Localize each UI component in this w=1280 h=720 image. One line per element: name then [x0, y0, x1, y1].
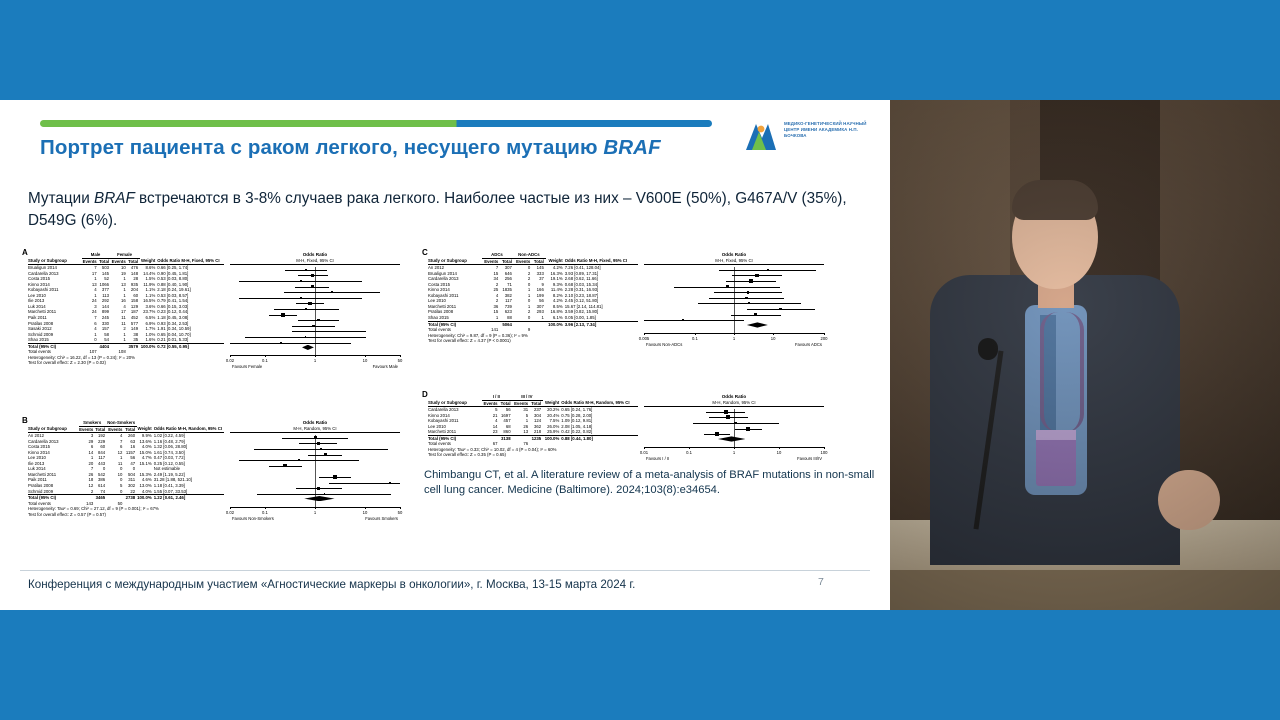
slide-accent-rule	[40, 120, 712, 127]
page-title-gene: BRAF	[603, 136, 661, 159]
table-row: Cardarella 2013 34 256 2 37 19.1% 2.68 [0.62, 11.66]	[428, 276, 598, 282]
table-row: Marchetti 2011 23 860 13 218 25.9% 0.42 [0.22, 0.82]	[428, 429, 593, 435]
table-row: Cardarella 2013 17 145 19 148 14.4% 0.90 [0.45, 1.81]	[28, 270, 189, 276]
table-row: Shao 2015 0 54 1 35 1.6% 0.21 [0.01, 5.33]	[28, 337, 189, 343]
table-row: Kobayashi 2011 4 382 1 199 8.2% 2.10 [0.23, 18.87]	[428, 292, 599, 298]
forest-table: ADCs Non-ADCs Study or Subgroup Events Total Events Total Weight Odds Ratio M-H, Fixed, 95% CI An 2012 7 307 0 145 4.2% 7.26 [0.41, 128.04] Brualigun 2014 15 646 2 333 16.3% 3.93 [0.89, 17.31] Cardarella 2013 34 256 2 37 19.1% 2.68 [0.62, 11.66] Costa 2015 2 71 0 9 9.3% 0.68 [0.03, 15.34] Kinno 2014 25 1835 1 166 11.4% 2.28 [0.31, 16.93] Kobayashi 2011 4 382 1 199 8.2% 2.10 [0.23, 18.87] Lee 2010 2 117 0 56 4.2% 2.45 [0.12, 51.80] Marchetti 2011 36 739 1 307 8.5% 15.67 [2.14, 114.81] Pratilas 2008 15 623 2 293 16.8% 3.59 [0.82, 15.80] Shao 2015 1 88 0 1 6.1% 0.05 [0.00, 1.85] Total (95% CI) 5064 100.0% 3.96 [2.13, 7.34] Total events 141 9 Heterogeneity: Chi² = 9.87, df = 9 (P = 0.36); I² = 9% Test for overall effect: Z = 4.37 (P < 0.0001)	[428, 252, 638, 344]
forest-panel-d: I / II III / IV Study or Subgroup Events Total Events Total Weight Odds Ratio M-H, Random, 95% CI Cardarella 2013 5 56 31 237 20.2% 0.65 [0.24, 1.76] Kinno 2014 21 1697 5 304 20.4% 0.75 [0.28, 2.00] Kobayashi 2011 4 457 1 124 7.5% 1.09 [0.12, 9.81] Lee 2010 14 68 26 362 26.0% 2.08 [1.05, 4.18] Marchetti 2011 23 860 13 218 25.9% 0.42 [0.22, 0.82] Total (95% CI) 3138 1235 100.0% 0.88 [0.44, 1.80] Total events 67 76 Heterogeneity: Tau² = 0.33; Chi² = 10.02, df = 4 (P = 0.04); I² = 60% Test for overall effect: Z = 0.35 (P = 0.65) Odds Ratio M-H, Random, 95% CI 0.01 0.1 1 10 100 Favours I / II Favours III/IV	[428, 394, 828, 461]
table-row: Luk 2014 3 144 4 129 3.6% 0.66 [0.15, 3.03]	[28, 303, 189, 309]
table-row: Pratilas 2008 12 614 5 302 13.0% 1.18 [0.41, 3.39]	[28, 483, 185, 489]
table-row: Lee 2010 1 117 1 56 4.7% 0.47 [0.03, 7.72]	[28, 455, 185, 461]
slide-footer-text: Конференция с международным участием «Агностические маркеры в онкологии», г. Москва, 13-15 марта 2024 г.	[28, 578, 636, 591]
body-text-post: встречаются в 3-8% случаев рака легкого. Наиболее частые из них – V600E (50%), G467A/V (35%), D549G (6%).	[28, 190, 847, 229]
table-row: Shao 2015 1 88 0 1 6.1% 0.05 [0.00, 1.85]	[428, 315, 596, 321]
slide-page-number: 7	[818, 576, 824, 588]
summary-diamond	[747, 322, 768, 327]
figure-citation: Chimbangu CT, et al. A literature review of a meta-analysis of BRAF mutations in non-small cell lung cancer. Medicine (Baltimore). 2024;103(8):e34654.	[424, 469, 875, 496]
table-row: Cardarella 2013 29 229 7 63 13.6% 1.16 [0.48, 2.79]	[28, 438, 185, 444]
logo-mark-icon	[742, 120, 780, 154]
table-row: Marchetti 2011 36 739 1 307 8.5% 15.67 [2.14, 114.81]	[428, 303, 603, 309]
table-row: Marchetti 2011 26 542 10 504 15.3% 2.49 [1.19, 5.22]	[28, 471, 185, 477]
forest-plot-figure	[22, 248, 870, 578]
table-row: Paik 2011 7 245 11 452 6.5% 1.18 [0.45, 3.08]	[28, 315, 189, 321]
table-row: Brualigun 2014 7 503 10 476 8.6% 0.66 [0.25, 1.74]	[28, 265, 189, 271]
table-row: Costa 2015 2 71 0 9 9.3% 0.68 [0.03, 15.34]	[428, 281, 599, 287]
table-row: Luk 2014 7 0 0 0 Not estimable	[28, 466, 180, 472]
table-row: Pratilas 2008 6 330 11 577 6.9% 0.93 [0.34, 2.53]	[28, 320, 189, 326]
forest-panel-b: Smokers Non-Smokers Study or Subgroup Events Total Events Total Weight Odds Ratio M-H, Random, 95% CI An 2012 3 192 4 260 9.9% 1.02 [0.22, 4.59] Cardarella 2013 29 229 7 63 13.6% 1.16 [0.48, 2.79] Costa 2015 6 60 6 16 4.0% 1.32 [0.06, 28.80] Kinno 2014 14 844 12 1157 15.0% 1.61 [0.74, 3.50] Lee 2010 1 117 1 56 4.7% 0.47 [0.03, 7.72] Ilie 2013 20 443 11 47 15.1% 0.25 [0.12, 0.55] Luk 2014 7 0 0 0 Not estimable Marchetti 2011 26 542 10 504 15.3% 2.49 [1.19, 5.22] Paik 2011 18 386 0 311 4.6% 31.28 [1.88, 521.10] Pratilas 2008 12 614 5 302 13.0% 1.18 [0.41, 3.39] Schmid 2009 2 74 0 22 4.0% 1.55 [0.07, 33.53] Total (95% CI) 3465 2738 100.0% 1.22 [0.61, 2.46] Total events 143 50 Heterogeneity: Tau² = 0.69; Chi² = 27.12, df = 9 (P = 0.001); I² = 67% Test for overall effect: Z = 0.57 (P = 0.57) Odds Ratio M-H, Random, 95% CI 0.02 0.1 1 10 50 Favours Non-Smokers Favours Smokers	[28, 420, 403, 521]
summary-diamond	[304, 496, 334, 501]
panel-letter-c: C	[422, 248, 428, 257]
slide-body-text	[28, 188, 873, 232]
panel-letter-b: B	[22, 416, 28, 425]
table-row: Kobayashi 2011 4 457 1 124 7.5% 1.09 [0.12, 9.81]	[428, 418, 593, 424]
speaker-video[interactable]	[890, 100, 1280, 610]
table-row: An 2012 7 307 0 145 4.2% 7.26 [0.41, 128.04]	[428, 265, 601, 271]
table-row: Sasaki 2012 4 157 2 149 1.7% 1.91 [0.34, 10.59]	[28, 326, 191, 332]
bottom-brand-bar	[0, 610, 1280, 720]
table-row: Kinno 2014 21 1697 5 304 20.4% 0.75 [0.28, 2.00]	[428, 412, 593, 418]
page-title	[40, 136, 740, 160]
table-row: Cardarella 2013 5 56 31 237 20.2% 0.65 [0.24, 1.76]	[428, 407, 593, 413]
table-row: Ilie 2013 24 292 16 158 16.5% 0.79 [0.41, 1.54]	[28, 298, 189, 304]
forest-table: Male Female Study or Subgroup Events Total Events Total Weight Odds Ratio M-H, Fixed, 95% CI Brualigun 2014 7 503 10 476 8.6% 0.66 [0.25, 1.74] Cardarella 2013 17 145 19 148 14.4% 0.90 [0.45, 1.81] Costa 2015 1 52 1 28 1.5% 0.53 [0.03, 8.80] Kinno 2014 13 1066 13 935 11.9% 0.88 [0.40, 1.90] Kobayashi 2011 4 377 1 204 1.1% 2.18 [0.24, 19.61] Lee 2010 1 113 1 60 1.1% 0.53 [0.03, 8.57] Ilie 2013 24 292 16 158 16.5% 0.79 [0.41, 1.54] Luk 2014 3 144 4 129 3.6% 0.66 [0.15, 3.03] Marchetti 2011 24 899 17 187 23.7% 0.23 [0.12, 0.44] Paik 2011 7 245 11 452 6.5% 1.18 [0.45, 3.08] Pratilas 2008 6 330 11 577 6.9% 0.93 [0.34, 2.53] Sasaki 2012 4 157 2 149 1.7% 1.91 [0.34, 10.59] Schmid 2009 1 58 1 38 1.0% 0.65 [0.04, 10.70] Shao 2015 0 54 1 35 1.6% 0.21 [0.01, 5.33] Total (95% CI) 4404 3579 100.0% 0.72 [0.55, 0.95] Total events 107 108 Heterogeneity: Chi² = 16.22, df = 13 (P = 0.24); I² = 20% Test for overall effect: Z = 2.30 (P = 0.02)	[28, 252, 224, 366]
logo-text: МЕДИКО-ГЕНЕТИЧЕСКИЙ НАУЧНЫЙ ЦЕНТР ИМЕНИ АКАДЕМИКА Н.П. БОЧКОВА	[784, 121, 867, 138]
summary-diamond	[718, 436, 746, 441]
table-row: Kinno 2014 13 1066 13 935 11.9% 0.88 [0.40, 1.90]	[28, 281, 189, 287]
table-row: Costa 2015 6 60 6 16 4.0% 1.32 [0.06, 28.80]	[28, 444, 188, 450]
table-row: Kinno 2014 14 844 12 1157 15.0% 1.61 [0.74, 3.50]	[28, 449, 185, 455]
organization-logo	[742, 118, 872, 160]
table-row: Kobayashi 2011 4 377 1 204 1.1% 2.18 [0.24, 19.61]	[28, 287, 191, 293]
table-row: Brualigun 2014 15 646 2 333 16.3% 3.93 [0.89, 17.31]	[428, 270, 599, 276]
table-row: Lee 2010 2 117 0 56 4.2% 2.45 [0.12, 51.80]	[428, 298, 599, 304]
table-row: Pratilas 2008 15 623 2 293 16.8% 3.59 [0.82, 15.80]	[428, 309, 599, 315]
body-text-pre: Мутации	[28, 190, 95, 207]
summary-diamond	[302, 345, 314, 350]
panel-letter-d: D	[422, 390, 428, 399]
forest-table: Smokers Non-Smokers Study or Subgroup Events Total Events Total Weight Odds Ratio M-H, Random, 95% CI An 2012 3 192 4 260 9.9% 1.02 [0.22, 4.59] Cardarella 2013 29 229 7 63 13.6% 1.16 [0.48, 2.79] Costa 2015 6 60 6 16 4.0% 1.32 [0.06, 28.80] Kinno 2014 14 844 12 1157 15.0% 1.61 [0.74, 3.50] Lee 2010 1 117 1 56 4.7% 0.47 [0.03, 7.72] Ilie 2013 20 443 11 47 15.1% 0.25 [0.12, 0.55] Luk 2014 7 0 0 0 Not estimable Marchetti 2011 26 542 10 504 15.3% 2.49 [1.19, 5.22] Paik 2011 18 386 0 311 4.6% 31.28 [1.88, 521.10] Pratilas 2008 12 614 5 302 13.0% 1.18 [0.41, 3.39] Schmid 2009 2 74 0 22 4.0% 1.55 [0.07, 33.53] Total (95% CI) 3465 2738 100.0% 1.22 [0.61, 2.46] Total events 143 50 Heterogeneity: Tau² = 0.69; Chi² = 27.12, df = 9 (P = 0.001); I² = 67% Test for overall effect: Z = 0.57 (P = 0.57)	[28, 420, 222, 517]
table-row: An 2012 3 192 4 260 9.9% 1.02 [0.22, 4.59]	[28, 433, 185, 439]
table-row: Paik 2011 18 386 0 311 4.6% 31.28 [1.88, 521.10]	[28, 477, 192, 483]
table-row: Schmid 2009 2 74 0 22 4.0% 1.55 [0.07, 33.53]	[28, 488, 188, 494]
page-title-main: Портрет пациента с раком легкого, несущего мутацию	[40, 136, 604, 159]
forest-panel-a: Male Female Study or Subgroup Events Total Events Total Weight Odds Ratio M-H, Fixed, 95% CI Brualigun 2014 7 503 10 476 8.6% 0.66 [0.25, 1.74] Cardarella 2013 17 145 19 148 14.4% 0.90 [0.45, 1.81] Costa 2015 1 52 1 28 1.5% 0.53 [0.03, 8.80] Kinno 2014 13 1066 13 935 11.9% 0.88 [0.40, 1.90] Kobayashi 2011 4 377 1 204 1.1% 2.18 [0.24, 19.61] Lee 2010 1 113 1 60 1.1% 0.53 [0.03, 8.57] Ilie 2013 24 292 16 158 16.5% 0.79 [0.41, 1.54] Luk 2014 3 144 4 129 3.6% 0.66 [0.15, 3.03] Marchetti 2011 24 899 17 187 23.7% 0.23 [0.12, 0.44] Paik 2011 7 245 11 452 6.5% 1.18 [0.45, 3.08] Pratilas 2008 6 330 11 577 6.9% 0.93 [0.34, 2.53] Sasaki 2012 4 157 2 149 1.7% 1.91 [0.34, 10.59] Schmid 2009 1 58 1 38 1.0% 0.65 [0.04, 10.70] Shao 2015 0 54 1 35 1.6% 0.21 [0.01, 5.33] Total (95% CI) 4404 3579 100.0% 0.72 [0.55, 0.95] Total events 107 108 Heterogeneity: Chi² = 16.22, df = 13 (P = 0.24); I² = 20% Test for overall effect: Z = 2.30 (P = 0.02) Odds Ratio M-H, Fixed, 95% CI 0.02 0.1 1 10 50 Favours Female Favours Male	[28, 252, 403, 370]
forest-panel-c: ADCs Non-ADCs Study or Subgroup Events Total Events Total Weight Odds Ratio M-H, Fixed, 95% CI An 2012 7 307 0 145 4.2% 7.26 [0.41, 128.04] Brualigun 2014 15 646 2 333 16.3% 3.93 [0.89, 17.31] Cardarella 2013 34 256 2 37 19.1% 2.68 [0.62, 11.66] Costa 2015 2 71 0 9 9.3% 0.68 [0.03, 15.34] Kinno 2014 25 1835 1 166 11.4% 2.28 [0.31, 16.93] Kobayashi 2011 4 382 1 199 8.2% 2.10 [0.23, 18.87] Lee 2010 2 117 0 56 4.2% 2.45 [0.12, 51.80] Marchetti 2011 36 739 1 307 8.5% 15.67 [2.14, 114.81] Pratilas 2008 15 623 2 293 16.8% 3.59 [0.82, 15.80] Shao 2015 1 88 0 1 6.1% 0.05 [0.00, 1.85] Total (95% CI) 5064 100.0% 3.96 [2.13, 7.34] Total events 141 9 Heterogeneity: Chi² = 9.87, df = 9 (P = 0.36); I² = 9% Test for overall effect: Z = 4.37 (P < 0.0001) Odds Ratio M-H, Fixed, 95% CI 0.005 0.1 1 10 200 Favours Non-ADCs Favours ADCs	[428, 252, 828, 347]
body-text-gene: BRAF	[94, 190, 135, 207]
forest-table: I / II III / IV Study or Subgroup Events Total Events Total Weight Odds Ratio M-H, Random, 95% CI Cardarella 2013 5 56 31 237 20.2% 0.65 [0.24, 1.76] Kinno 2014 21 1697 5 304 20.4% 0.75 [0.28, 2.00] Kobayashi 2011 4 457 1 124 7.5% 1.09 [0.12, 9.81] Lee 2010 14 68 26 362 26.0% 2.08 [1.05, 4.18] Marchetti 2011 23 860 13 218 25.9% 0.42 [0.22, 0.82] Total (95% CI) 3138 1235 100.0% 0.88 [0.44, 1.80] Total events 67 76 Heterogeneity: Tau² = 0.33; Chi² = 10.02, df = 4 (P = 0.04); I² = 60% Test for overall effect: Z = 0.35 (P = 0.65)	[428, 394, 638, 458]
panel-letter-a: A	[22, 248, 28, 257]
table-row: Ilie 2013 20 443 11 47 15.1% 0.25 [0.12, 0.55]	[28, 460, 185, 466]
video-lighting-overlay	[890, 100, 1280, 610]
table-row: Costa 2015 1 52 1 28 1.5% 0.53 [0.03, 8.80]	[28, 276, 189, 282]
table-row: Lee 2010 1 113 1 60 1.1% 0.53 [0.03, 8.57]	[28, 292, 189, 298]
top-brand-bar	[0, 0, 1280, 100]
table-row: Schmid 2009 1 58 1 38 1.0% 0.65 [0.04, 10.70]	[28, 331, 191, 337]
footer-divider	[20, 570, 870, 571]
table-row: Lee 2010 14 68 26 362 26.0% 2.08 [1.05, 4.18]	[428, 423, 593, 429]
table-row: Marchetti 2011 24 899 17 187 23.7% 0.23 [0.12, 0.44]	[28, 309, 189, 315]
table-row: Kinno 2014 25 1835 1 166 11.4% 2.28 [0.31, 16.93]	[428, 287, 599, 293]
presentation-slide	[0, 100, 890, 610]
